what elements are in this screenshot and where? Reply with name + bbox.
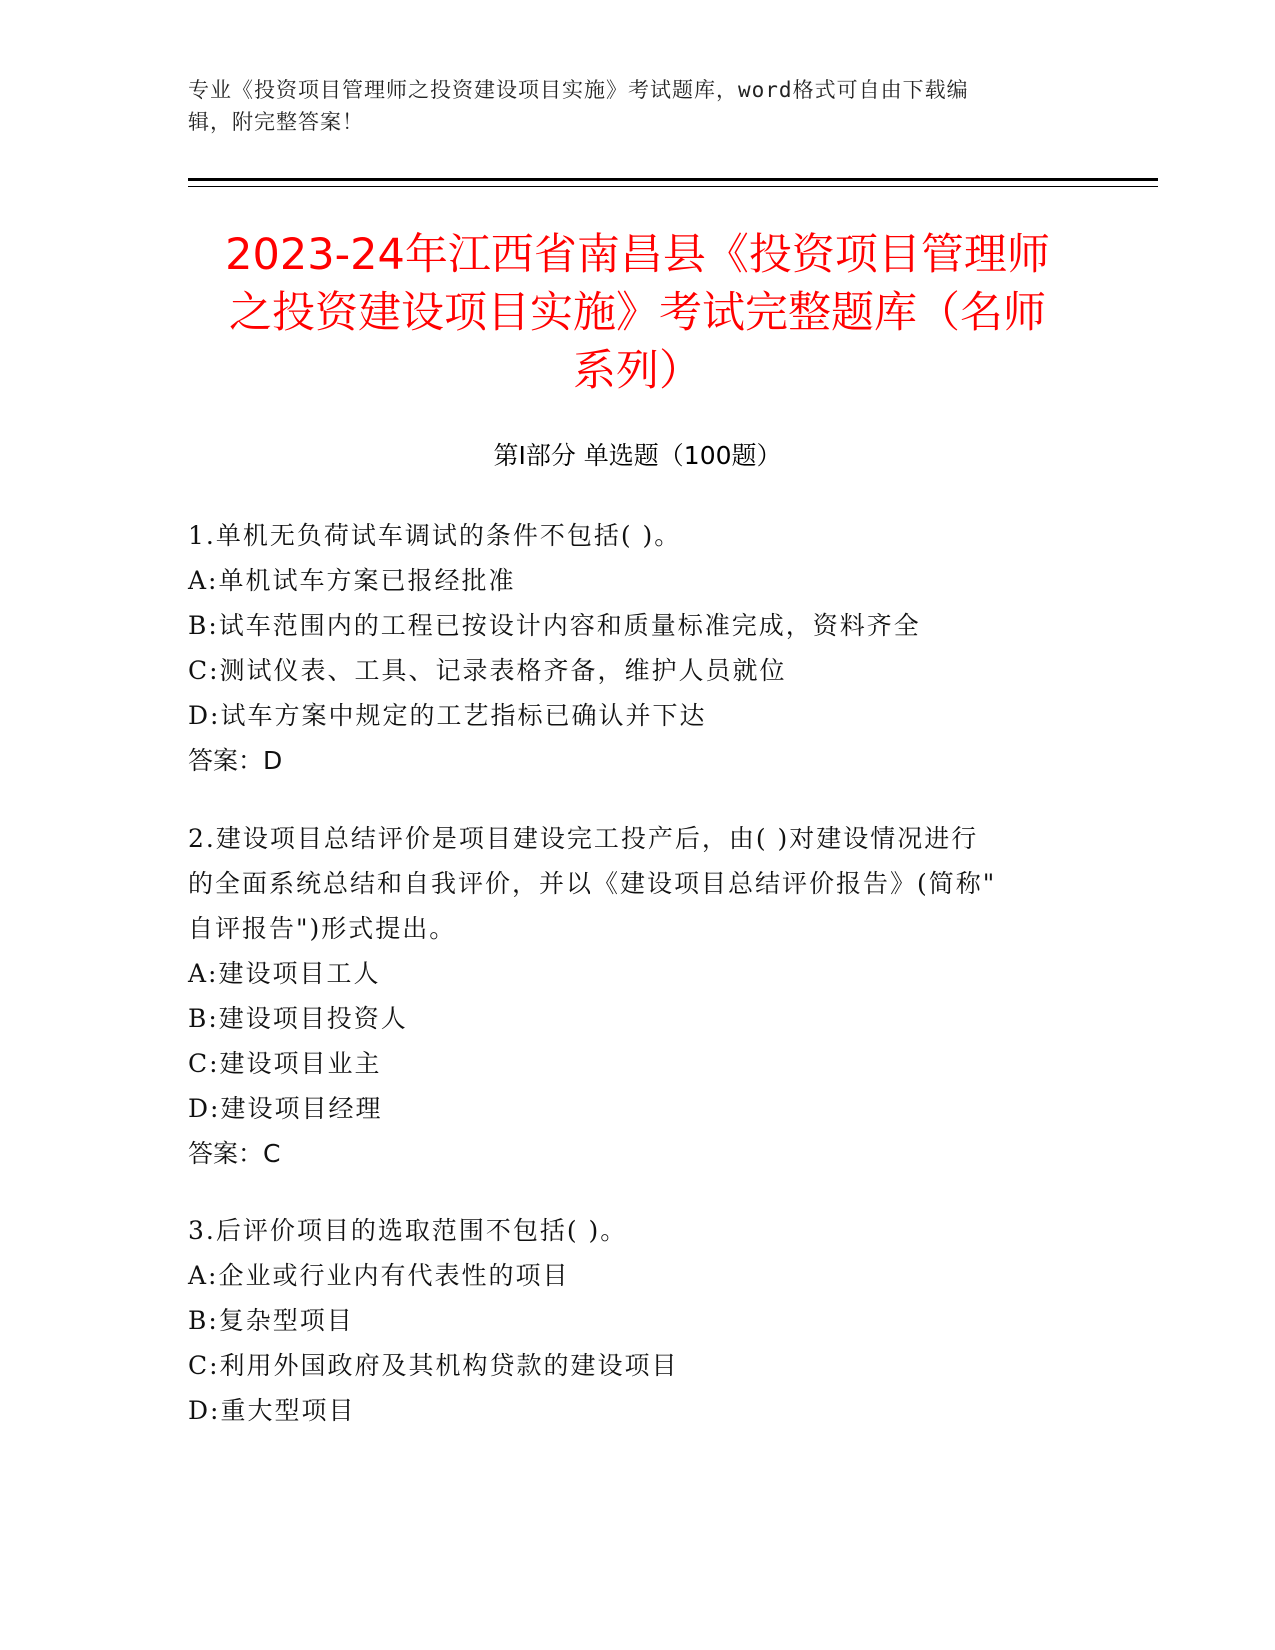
question-stem-line-1: 2.建设项目总结评价是项目建设完工投产后，由( )对建设情况进行 [188,824,979,853]
title-line-2: 之投资建设项目实施》考试完整题库（名师 [229,288,1046,338]
option-d: D:重大型项目 [188,1396,356,1425]
answer-text: 答案：D [188,746,283,775]
title-line-1: 2023-24年江西省南昌县《投资项目管理师 [225,230,1050,280]
question-stem-line-2: 的全面系统总结和自我评价，并以《建设项目总结评价报告》(简称" [188,869,997,898]
question-stem: 3.后评价项目的选取范围不包括( )。 [188,1216,628,1245]
question-stem: 1.单机无负荷试车调试的条件不包括( )。 [188,521,682,550]
option-b: B:建设项目投资人 [188,1004,408,1033]
question-2 [188,816,1078,1176]
question-stem-line-3: 自评报告")形式提出。 [188,914,457,943]
option-a: A:建设项目工人 [188,959,381,988]
header-note-line-2: 辑，附完整答案！ [188,110,364,134]
header-note [188,74,1068,138]
header-divider-thin [188,186,1158,187]
option-d: D:建设项目经理 [188,1094,383,1123]
option-a: A:单机试车方案已报经批准 [188,566,516,595]
option-b: B:复杂型项目 [188,1306,354,1335]
option-a: A:企业或行业内有代表性的项目 [188,1261,570,1290]
document-title [170,226,1105,400]
option-c: C:利用外国政府及其机构贷款的建设项目 [188,1351,679,1380]
option-d: D:试车方案中规定的工艺指标已确认并下达 [188,701,707,730]
section-title: 第Ⅰ部分 单选题（100题） [493,441,782,470]
question-1 [188,513,1078,783]
header-note-line-1: 专业《投资项目管理师之投资建设项目实施》考试题库，word格式可自由下载编 [188,78,969,102]
answer-text: 答案：C [188,1139,281,1168]
header-divider-thick [188,178,1158,181]
title-line-3: 系列） [573,346,702,396]
option-c: C:建设项目业主 [188,1049,382,1078]
question-3 [188,1208,1078,1433]
option-c: C:测试仪表、工具、记录表格齐备，维护人员就位 [188,656,787,685]
option-b: B:试车范围内的工程已按设计内容和质量标准完成，资料齐全 [188,611,921,640]
